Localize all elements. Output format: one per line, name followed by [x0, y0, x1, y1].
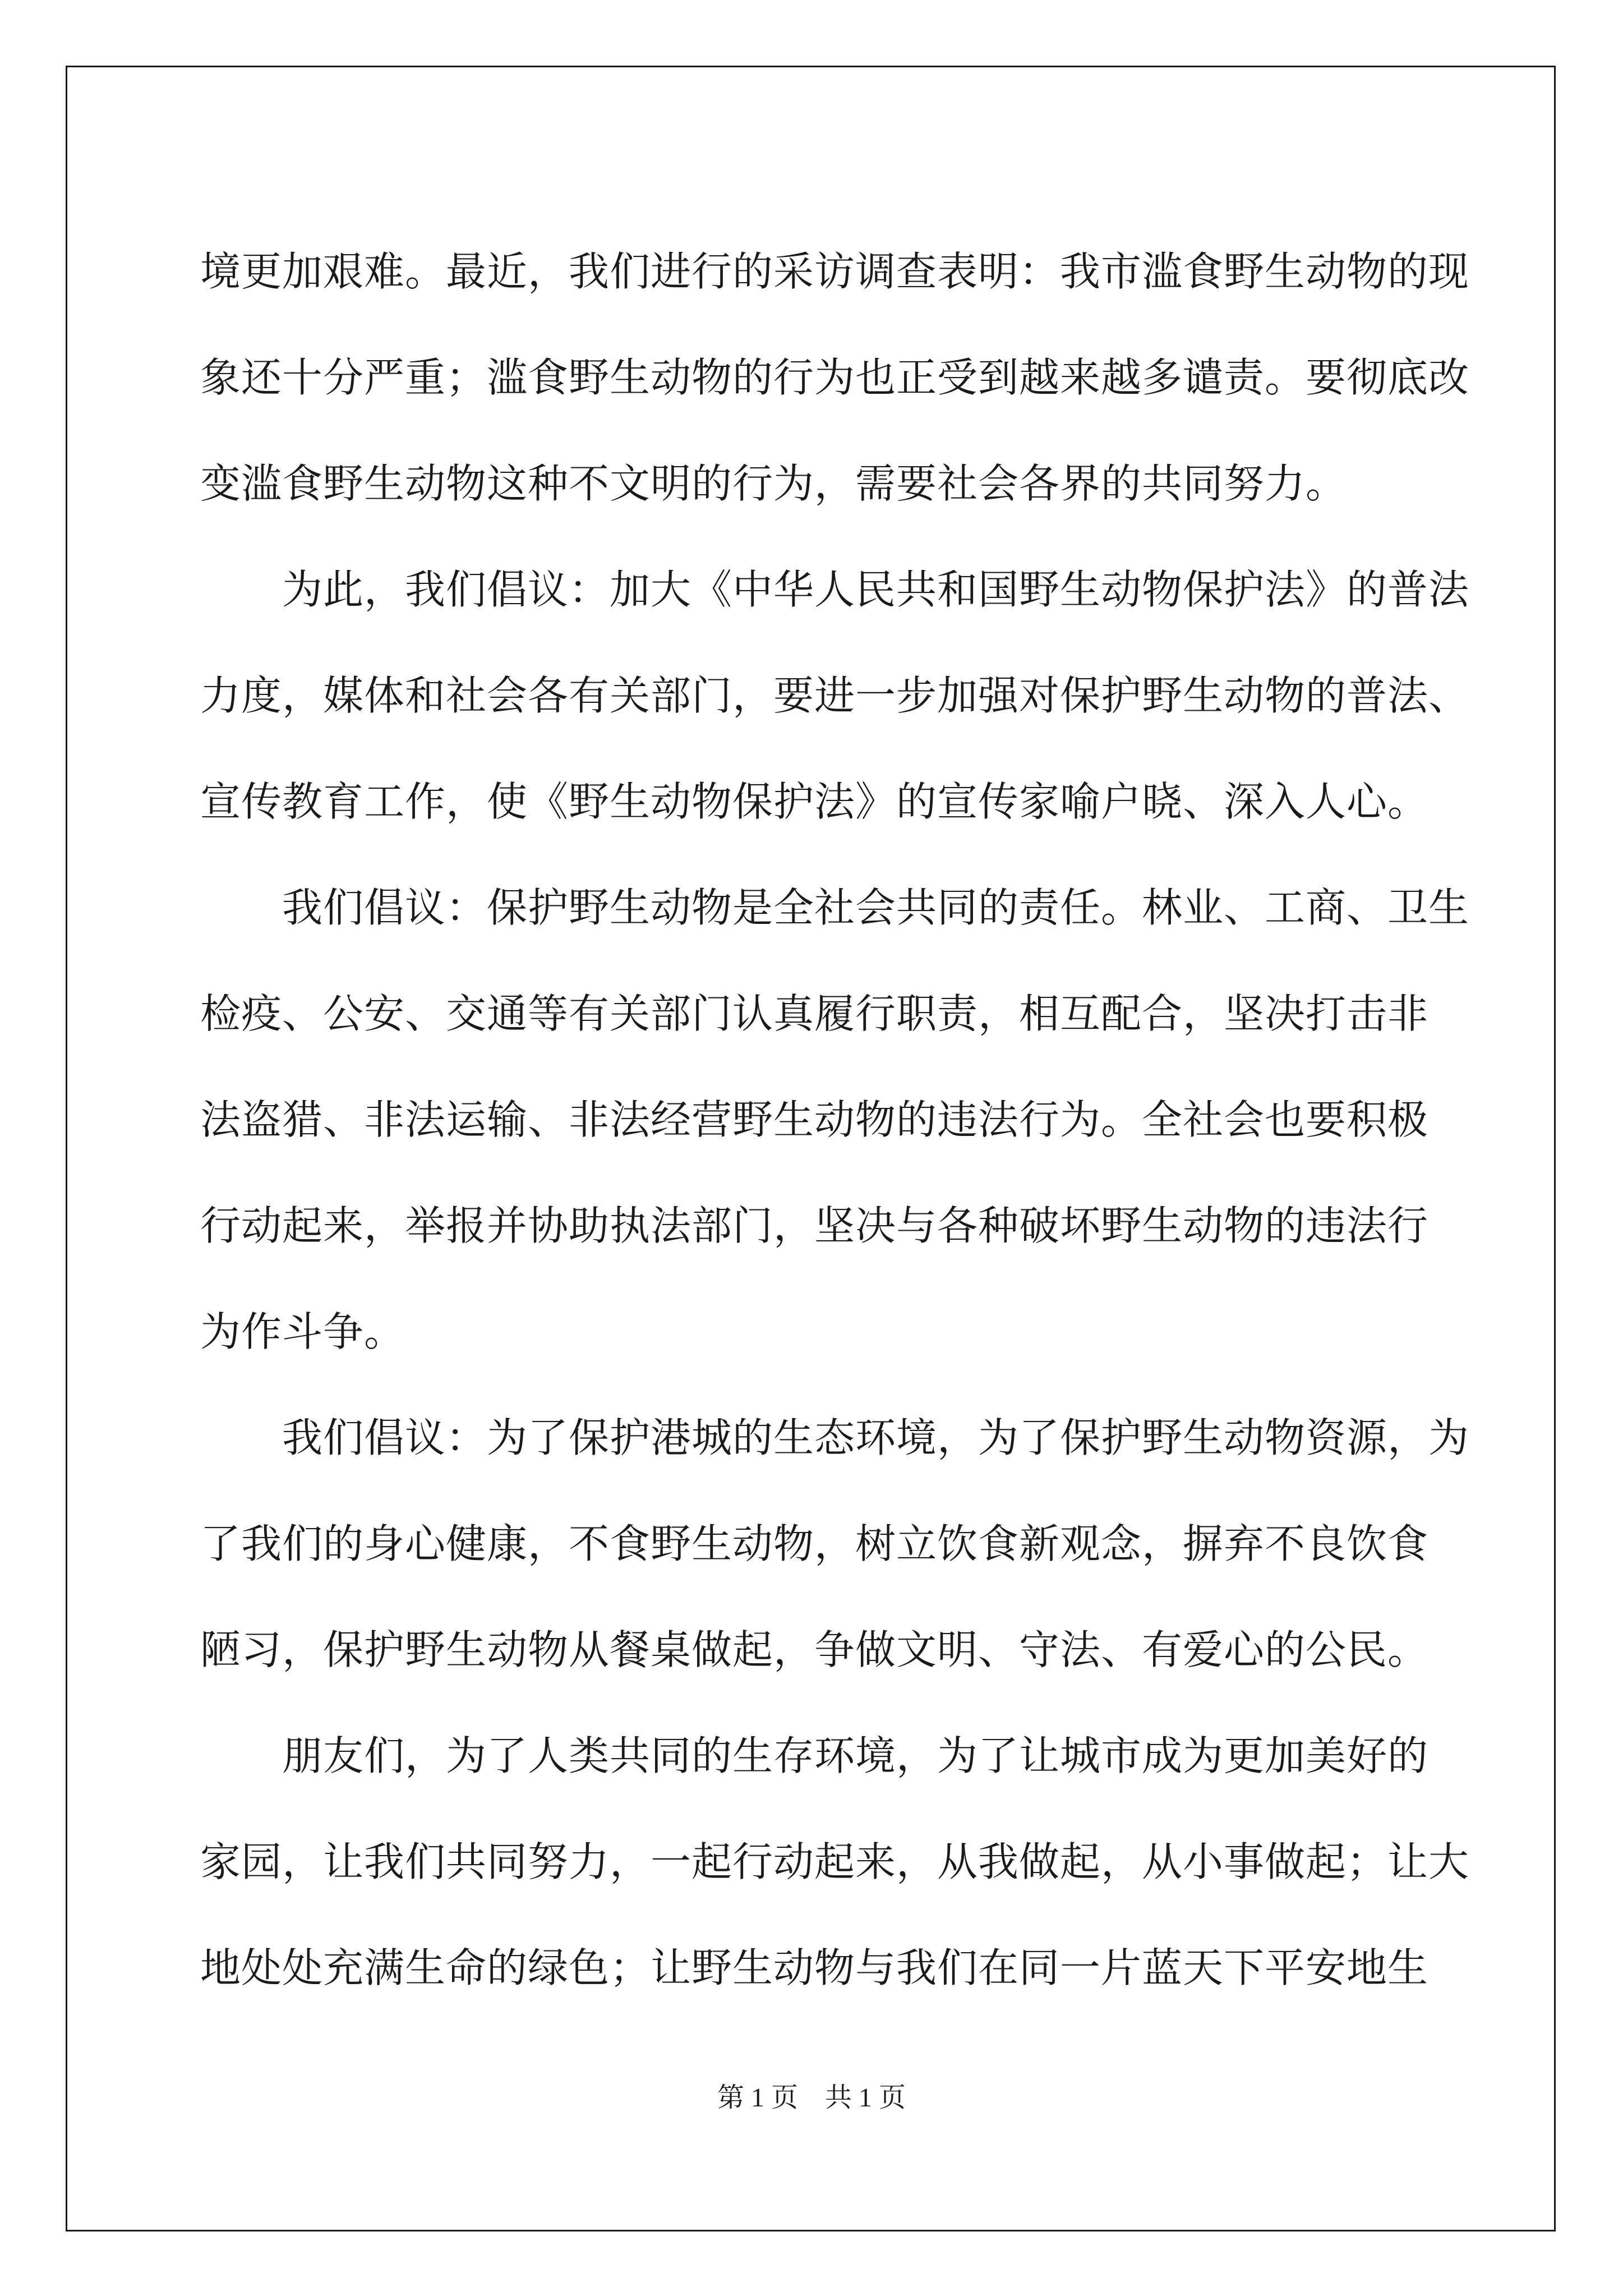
text-line: 了我们的身心健康，不食野生动物，树立饮食新观念，摒弃不良饮食 — [200, 1520, 1429, 1567]
text-line: 变滥食野生动物这种不文明的行为，需要社会各界的共同努力。 — [200, 460, 1347, 507]
text-line: 我们倡议：为了保护港城的生态环境，为了保护野生动物资源，为 — [200, 1414, 1470, 1461]
text-line: 朋友们，为了人类共同的生存环境，为了让城市成为更加美好的 — [200, 1732, 1429, 1779]
text-line: 我们倡议：保护野生动物是全社会共同的责任。林业、工商、卫生 — [200, 884, 1470, 931]
text-line: 法盗猎、非法运输、非法经营野生动物的违法行为。全社会也要积极 — [200, 1096, 1429, 1143]
text-line: 为此，我们倡议：加大《中华人民共和国野生动物保护法》的普法 — [200, 566, 1470, 613]
body-text — [200, 219, 1470, 2021]
text-line: 陋习，保护野生动物从餐桌做起，争做文明、守法、有爱心的公民。 — [200, 1626, 1429, 1673]
document-body — [200, 219, 1470, 2021]
text-line: 境更加艰难。最近，我们进行的采访调查表明：我市滥食野生动物的现 — [200, 248, 1470, 295]
text-line: 为作斗争。 — [200, 1308, 405, 1355]
text-line: 宣传教育工作，使《野生动物保护法》的宣传家喻户晓、深入人心。 — [200, 778, 1429, 825]
text-line: 象还十分严重；滥食野生动物的行为也正受到越来越多谴责。要彻底改 — [200, 354, 1470, 401]
text-line: 检疫、公安、交通等有关部门认真履行职责，相互配合，坚决打击非 — [200, 990, 1429, 1037]
page-number-footer: 第 1 页 共 1 页 — [717, 2083, 906, 2113]
text-line: 家园，让我们共同努力，一起行动起来，从我做起，从小事做起；让大 — [200, 1838, 1470, 1885]
text-line: 力度，媒体和社会各有关部门，要进一步加强对保护野生动物的普法、 — [200, 672, 1470, 719]
text-line: 地处处充满生命的绿色；让野生动物与我们在同一片蓝天下平安地生 — [200, 1944, 1429, 1991]
text-line: 行动起来，举报并协助执法部门，坚决与各种破坏野生动物的违法行 — [200, 1202, 1429, 1249]
